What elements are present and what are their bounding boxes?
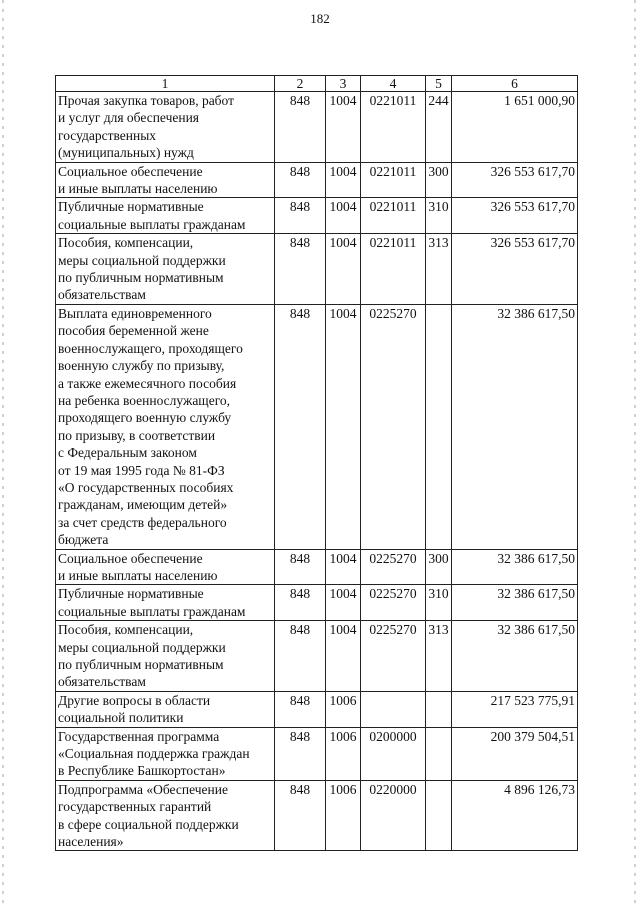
- row-code5-cell: [426, 162, 452, 198]
- row-amount-cell-text: 32 386 617,50: [497, 586, 575, 602]
- row-code3-cell-text: 1004: [329, 163, 357, 179]
- row-code3-cell: [326, 198, 361, 234]
- row-code2-cell: [275, 92, 326, 163]
- row-name-cell-text: Социальное обеспечение и иные выплаты населению: [58, 163, 218, 197]
- row-code4-cell: [361, 92, 426, 163]
- row-code4-cell-text: 0225270: [369, 622, 417, 638]
- table-row: [56, 585, 578, 621]
- row-name-cell: [56, 727, 275, 780]
- column-header: 2: [275, 76, 326, 92]
- row-name-cell-text: Пособия, компенсации, меры социальной поддержки по публичным нормативным обязательствам: [58, 622, 226, 690]
- row-code4-cell: [361, 198, 426, 234]
- row-name-cell: [56, 621, 275, 692]
- row-code4-cell-text: 0225270: [369, 550, 417, 566]
- table-row: [56, 549, 578, 585]
- row-code4-cell-text: 0220000: [369, 781, 417, 797]
- row-amount-cell: [452, 549, 578, 585]
- row-code4-cell-text: 0221011: [369, 199, 417, 215]
- row-name-cell-text: Социальное обеспечение и иные выплаты населению: [58, 550, 218, 583]
- row-code2-cell: [275, 198, 326, 234]
- row-code3-cell-text: 1006: [329, 728, 357, 744]
- row-code2-cell-text: 848: [289, 199, 311, 215]
- row-name-cell: [56, 234, 275, 305]
- row-code5-cell: [426, 198, 452, 234]
- row-code4-cell: [361, 621, 426, 692]
- row-code5-cell-text: 313: [428, 235, 449, 251]
- row-code4-cell: [361, 549, 426, 585]
- row-code2-cell-text: 848: [289, 622, 311, 638]
- table-row: [56, 621, 578, 692]
- row-code2-cell-text: 848: [289, 692, 311, 708]
- row-code2-cell-text: 848: [289, 305, 311, 321]
- row-code4-cell: [361, 727, 426, 780]
- row-code4-cell-text: 0225270: [369, 586, 417, 602]
- row-code3-cell: [326, 691, 361, 727]
- row-code4-cell-text: 0225270: [369, 305, 417, 321]
- row-amount-cell-text: 200 379 504,51: [490, 728, 575, 744]
- row-code3-cell-text: 1004: [329, 199, 357, 215]
- row-code5-cell-text: 244: [428, 93, 449, 108]
- row-amount-cell: [452, 691, 578, 727]
- table-row: [56, 162, 578, 198]
- row-code4-cell-text: 0221011: [369, 93, 417, 108]
- row-code3-cell: [326, 234, 361, 305]
- row-code4-cell: [361, 162, 426, 198]
- table-row: [56, 780, 578, 851]
- row-code5-cell: [426, 585, 452, 621]
- row-code5-cell: [426, 691, 452, 727]
- row-amount-cell: [452, 162, 578, 198]
- row-amount-cell-text: 1 651 000,90: [504, 93, 575, 108]
- row-code4-cell: [361, 585, 426, 621]
- row-code2-cell: [275, 585, 326, 621]
- row-code4-cell-text: 0200000: [369, 728, 417, 744]
- row-code3-cell-text: 1006: [329, 781, 357, 797]
- row-code5-cell: [426, 621, 452, 692]
- row-amount-cell-text: 32 386 617,50: [497, 305, 575, 321]
- row-name-cell-text: Выплата единовременного пособия беременной жене военнослужащего, проходящего военную службу по призыву, а также ежемесячного пособия на ребенка военнослужащего, проходящего военную службу по призыву, в соответствии с Федеральным законом от 19 мая 1995 года № 81-ФЗ «О государственных пособиях гражданам, имеющим детей» за счет средств федерального бюджета: [58, 305, 243, 548]
- row-code2-cell-text: 848: [289, 163, 311, 179]
- row-amount-cell: [452, 234, 578, 305]
- row-code4-cell: [361, 691, 426, 727]
- row-name-cell: [56, 162, 275, 198]
- column-header: 6: [452, 76, 578, 92]
- row-code2-cell-text: 848: [289, 550, 311, 566]
- scan-edge-right: [634, 0, 636, 905]
- table-header-row: [56, 76, 578, 92]
- row-code3-cell: [326, 162, 361, 198]
- row-code2-cell: [275, 162, 326, 198]
- row-code5-cell: [426, 304, 452, 549]
- row-code4-cell-text: 0221011: [369, 235, 417, 251]
- row-code2-cell: [275, 727, 326, 780]
- row-code3-cell-text: 1004: [329, 305, 357, 321]
- scan-edge-left: [2, 0, 4, 905]
- row-amount-cell-text: 217 523 775,91: [490, 692, 575, 708]
- column-header: 3: [326, 76, 361, 92]
- row-code3-cell: [326, 92, 361, 163]
- row-amount-cell-text: 32 386 617,50: [497, 622, 575, 638]
- row-amount-cell: [452, 585, 578, 621]
- row-code5-cell-text: 310: [428, 586, 449, 602]
- row-code4-cell: [361, 234, 426, 305]
- row-code5-cell: [426, 92, 452, 163]
- row-code2-cell: [275, 780, 326, 851]
- row-code5-cell-text: 313: [428, 622, 449, 638]
- row-name-cell-text: Пособия, компенсации, меры социальной поддержки по публичным нормативным обязательствам: [58, 235, 226, 303]
- row-code3-cell: [326, 727, 361, 780]
- row-amount-cell-text: 4 896 126,73: [504, 781, 575, 797]
- row-name-cell: [56, 780, 275, 851]
- column-header: 4: [361, 76, 426, 92]
- column-header: 1: [56, 76, 275, 92]
- row-code2-cell: [275, 234, 326, 305]
- row-code4-cell: [361, 780, 426, 851]
- row-code4-cell: [361, 304, 426, 549]
- row-code2-cell-text: 848: [289, 235, 311, 251]
- row-code3-cell-text: 1004: [329, 586, 357, 602]
- row-amount-cell: [452, 198, 578, 234]
- row-code3-cell: [326, 549, 361, 585]
- row-name-cell: [56, 92, 275, 163]
- row-code2-cell-text: 848: [289, 93, 311, 108]
- row-code2-cell-text: 848: [289, 586, 311, 602]
- table-row: [56, 234, 578, 305]
- row-code2-cell-text: 848: [289, 728, 311, 744]
- row-name-cell: [56, 198, 275, 234]
- row-name-cell: [56, 304, 275, 549]
- row-code3-cell: [326, 621, 361, 692]
- row-amount-cell-text: 326 553 617,70: [490, 235, 575, 251]
- row-code2-cell: [275, 304, 326, 549]
- row-code3-cell: [326, 585, 361, 621]
- row-name-cell-text: Государственная программа «Социальная поддержка граждан в Республике Башкортостан»: [58, 728, 250, 779]
- row-name-cell-text: Другие вопросы в области социальной политики: [58, 692, 211, 726]
- row-amount-cell: [452, 92, 578, 163]
- row-code3-cell-text: 1006: [329, 692, 357, 708]
- row-code4-cell-text: 0221011: [369, 163, 417, 179]
- row-code2-cell: [275, 691, 326, 727]
- row-code3-cell-text: 1004: [329, 235, 357, 251]
- row-name-cell-text: Публичные нормативные социальные выплаты гражданам: [58, 199, 246, 232]
- row-amount-cell: [452, 727, 578, 780]
- row-code5-cell: [426, 234, 452, 305]
- row-code2-cell-text: 848: [289, 781, 311, 797]
- row-code3-cell-text: 1004: [329, 93, 357, 108]
- table-row: [56, 198, 578, 234]
- row-code2-cell: [275, 549, 326, 585]
- row-code5-cell: [426, 780, 452, 851]
- row-code2-cell: [275, 621, 326, 692]
- row-code3-cell-text: 1004: [329, 550, 357, 566]
- row-code3-cell: [326, 780, 361, 851]
- table-row: [56, 691, 578, 727]
- row-code5-cell: [426, 727, 452, 780]
- page-number: 182: [310, 11, 330, 26]
- row-code3-cell-text: 1004: [329, 622, 357, 638]
- table-body: [56, 92, 578, 851]
- row-amount-cell: [452, 780, 578, 851]
- row-name-cell-text: Публичные нормативные социальные выплаты гражданам: [58, 586, 246, 619]
- column-header: 5: [426, 76, 452, 92]
- row-amount-cell-text: 32 386 617,50: [497, 550, 575, 566]
- budget-table: [55, 75, 578, 851]
- row-name-cell-text: Подпрограмма «Обеспечение государственных гарантий в сфере социальной поддержки населения»: [58, 781, 239, 850]
- row-name-cell-text: Прочая закупка товаров, работ и услуг для обеспечения государственных (муниципальных) нужд: [58, 93, 235, 161]
- row-code5-cell: [426, 549, 452, 585]
- table-row: [56, 727, 578, 780]
- row-amount-cell-text: 326 553 617,70: [490, 163, 575, 179]
- row-code5-cell-text: 310: [428, 199, 449, 215]
- table-row: [56, 304, 578, 549]
- row-name-cell: [56, 549, 275, 585]
- row-amount-cell: [452, 304, 578, 549]
- table-row: [56, 92, 578, 163]
- row-amount-cell: [452, 621, 578, 692]
- row-name-cell: [56, 585, 275, 621]
- row-code3-cell: [326, 304, 361, 549]
- row-name-cell: [56, 691, 275, 727]
- row-code5-cell-text: 300: [428, 163, 449, 179]
- row-code5-cell-text: 300: [428, 550, 449, 566]
- row-amount-cell-text: 326 553 617,70: [490, 199, 575, 215]
